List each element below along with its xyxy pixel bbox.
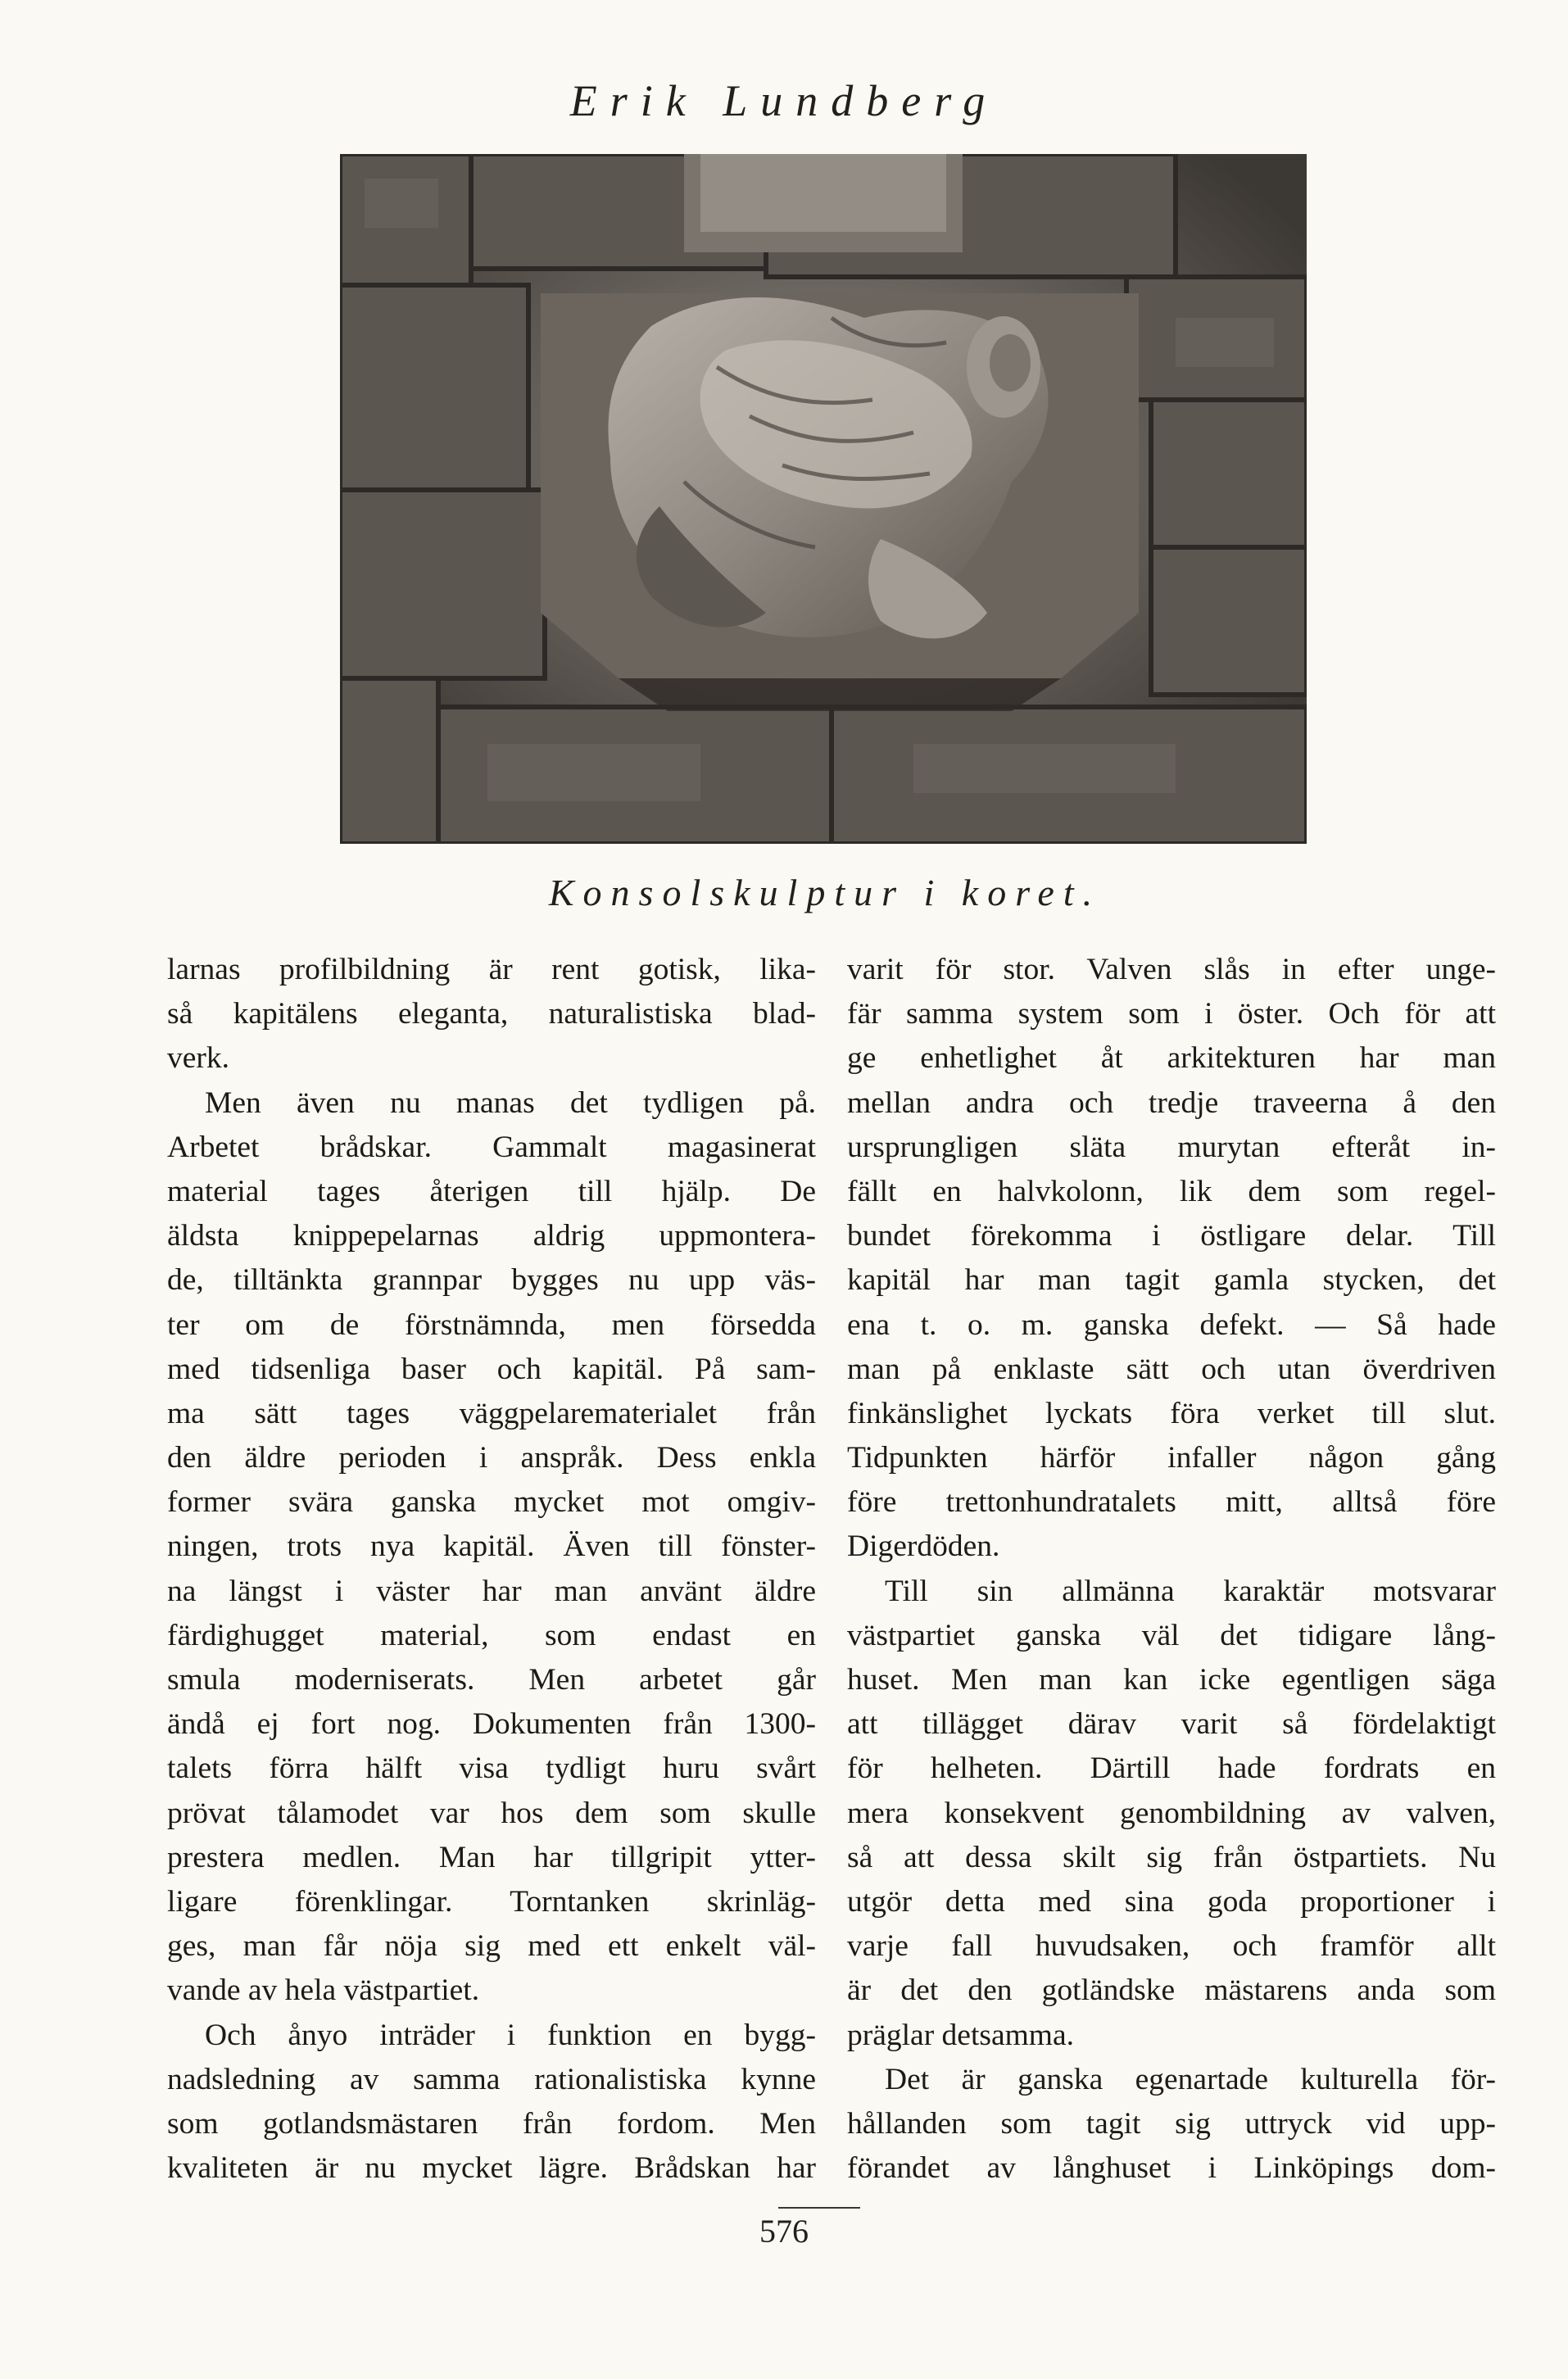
text-line: ningen, trots nya kapitäl. Även till fönster-	[167, 1529, 816, 1564]
text-line: ma sätt tages väggpelarematerialet från	[167, 1396, 816, 1430]
text-line: Till sin allmänna karaktär motsvarar	[885, 1574, 1496, 1608]
text-line: Arbetet brådskar. Gammalt magasinerat	[167, 1130, 816, 1164]
text-line: före trettonhundratalets mitt, alltså före	[847, 1485, 1496, 1520]
text-line: huset. Men man kan icke egentligen säga	[847, 1663, 1496, 1697]
text-line: vande av hela västpartiet.	[167, 1973, 480, 2008]
text-line: material tages återigen till hjälp. De	[167, 1174, 816, 1208]
text-line: na längst i väster har man använt äldre	[167, 1574, 816, 1608]
left-text-column	[167, 948, 816, 2191]
text-line: Men även nu manas det tydligen på.	[205, 1085, 816, 1120]
page-number: 576	[759, 2213, 809, 2250]
text-line: ligare förenklingar. Torntanken skrinläg-	[167, 1884, 816, 1919]
text-line: bundet förekomma i östligare delar. Till	[847, 1219, 1496, 1253]
text-line: larnas profilbildning är rent gotisk, lika-	[167, 953, 816, 986]
text-line: med tidsenliga baser och kapitäl. På sam-	[167, 1352, 816, 1386]
text-line: så att dessa skilt sig från östpartiets. Nu	[847, 1840, 1496, 1874]
text-line: mera konsekvent genombildning av valven,	[847, 1796, 1496, 1830]
figure-caption: Konsolskulptur i koret.	[548, 872, 1102, 913]
page-number-rule	[778, 2207, 860, 2209]
text-line: färdighugget material, som endast en	[167, 1618, 816, 1652]
text-line: former svära ganska mycket mot omgiv-	[167, 1485, 816, 1520]
text-line: förandet av långhuset i Linköpings dom-	[847, 2151, 1496, 2186]
text-line: utgör detta med sina goda proportioner i	[847, 1884, 1496, 1919]
text-line: Tidpunkten härför infaller någon gång	[847, 1441, 1496, 1475]
text-line: Digerdöden.	[847, 1529, 1000, 1564]
corbel-sculpture-photo	[340, 154, 1307, 844]
text-line: äldsta knippepelarnas aldrig uppmontera-	[167, 1219, 816, 1253]
text-line: finkänslighet lyckats föra verket till slut.	[847, 1396, 1496, 1430]
running-header-author: Erik Lundberg	[569, 76, 999, 125]
text-line: är det den gotländske mästarens anda som	[847, 1973, 1496, 2008]
text-line: präglar detsamma.	[847, 2018, 1074, 2052]
text-line: fär samma system som i öster. Och för att	[847, 997, 1496, 1031]
text-line: smula moderniserats. Men arbetet går	[167, 1663, 816, 1697]
text-line: nadsledning av samma rationalistiska kynne	[167, 2062, 816, 2096]
text-line: talets förra hälft visa tydligt huru svårt	[167, 1751, 816, 1786]
text-line: så kapitälens eleganta, naturalistiska blad-	[167, 997, 816, 1031]
text-line: ursprungligen släta murytan efteråt in-	[847, 1130, 1496, 1164]
text-line: varje fall huvudsaken, och framför allt	[847, 1929, 1496, 1964]
text-line: ena t. o. m. ganska defekt. — Så hade	[847, 1307, 1496, 1342]
text-line: ter om de förstnämnda, men försedda	[167, 1307, 816, 1342]
text-line: de, tilltänkta grannpar bygges nu upp väs-	[167, 1263, 816, 1298]
text-line: ge enhetlighet åt arkitekturen har man	[847, 1041, 1496, 1076]
text-line: varit för stor. Valven slås in efter unge-	[847, 953, 1496, 986]
text-line: kvaliteten är nu mycket lägre. Brådskan har	[167, 2151, 816, 2186]
text-line: Det är ganska egenartade kulturella för-	[885, 2062, 1496, 2096]
text-line: kapitäl har man tagit gamla stycken, det	[847, 1263, 1496, 1298]
text-line: att tillägget därav varit så fördelaktigt	[847, 1707, 1496, 1742]
text-line: den äldre perioden i anspråk. Dess enkla	[167, 1441, 816, 1475]
text-line: Och ånyo inträder i funktion en bygg-	[205, 2018, 816, 2052]
text-line: som gotlandsmästaren från fordom. Men	[167, 2106, 816, 2141]
text-line: hållanden som tagit sig uttryck vid upp-	[847, 2106, 1496, 2141]
text-line: mellan andra och tredje traveerna å den	[847, 1085, 1496, 1120]
text-line: ändå ej fort nog. Dokumenten från 1300-	[167, 1707, 816, 1742]
text-line: prövat tålamodet var hos dem som skulle	[167, 1796, 816, 1830]
text-line: västpartiet ganska väl det tidigare lång-	[847, 1618, 1496, 1652]
text-line: man på enklaste sätt och utan överdriven	[847, 1352, 1496, 1386]
text-line: fällt en halvkolonn, lik dem som regel-	[847, 1174, 1496, 1208]
text-line: verk.	[167, 1041, 230, 1076]
right-text-column	[847, 948, 1496, 2191]
text-line: prestera medlen. Man har tillgripit ytter-	[167, 1840, 816, 1874]
text-line: för helheten. Därtill hade fordrats en	[847, 1751, 1496, 1786]
text-line: ges, man får nöja sig med ett enkelt väl-	[167, 1929, 816, 1964]
